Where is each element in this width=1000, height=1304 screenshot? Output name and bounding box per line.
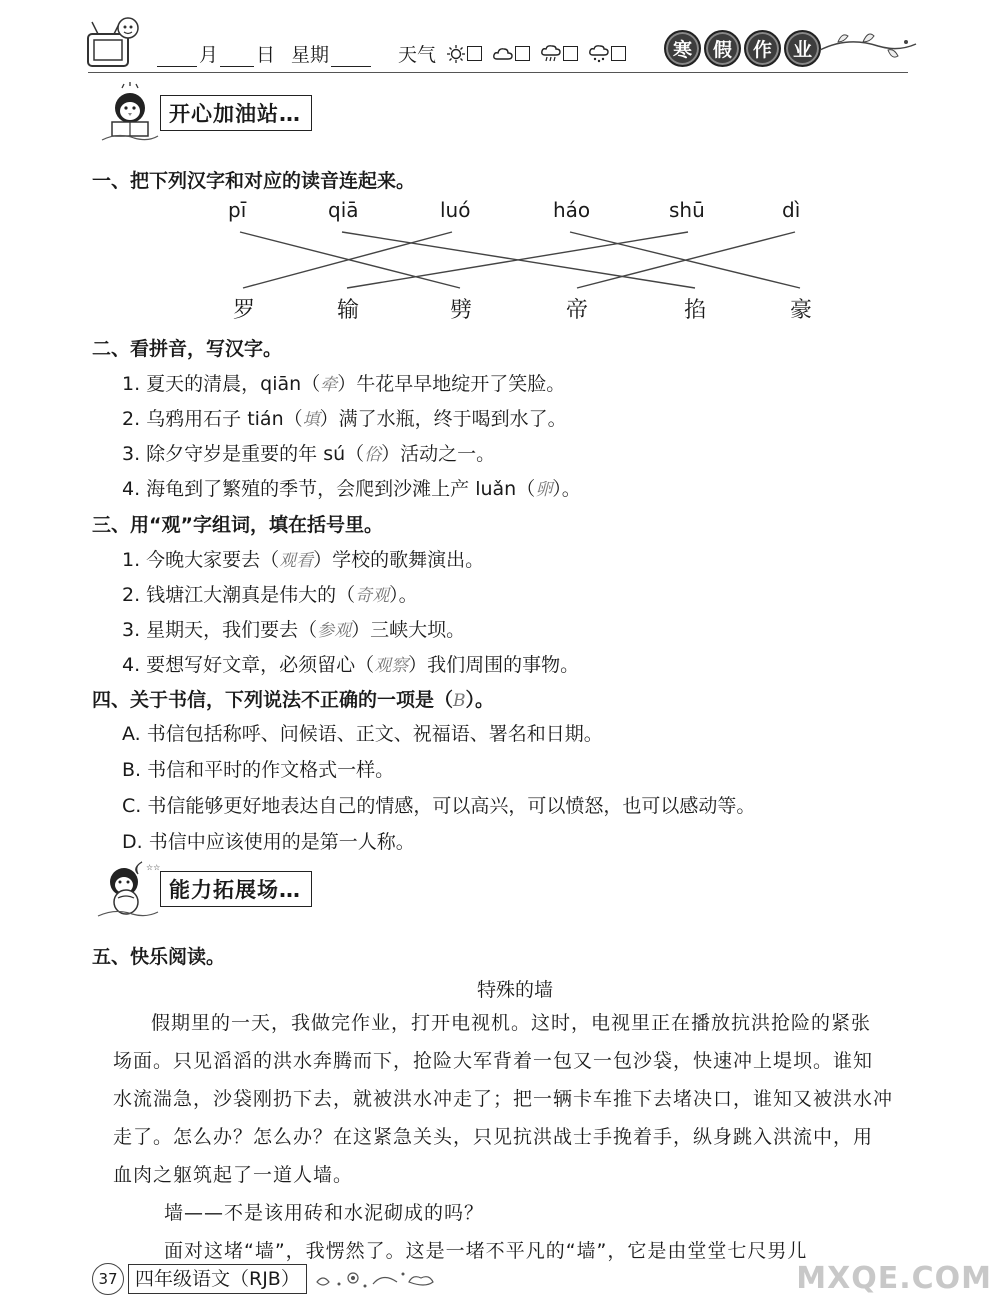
pinyin-5: shū: [669, 198, 705, 222]
story-line-6: 墙——不是该用砖和水泥砌成的吗？: [164, 1202, 485, 1224]
answer[interactable]: 牵: [320, 375, 338, 395]
story-line-1: 假期里的一天，我做完作业，打开电视机。这时，电视里正在播放抗洪抢险的紧张: [151, 1012, 872, 1034]
page-footer: [92, 1263, 443, 1295]
answer[interactable]: 观察: [374, 656, 409, 676]
story-line-2: 场面。只见滔滔的洪水奔腾而下，抢险大军背着一包又一包沙袋，快速冲上堤坝。谁知: [113, 1050, 874, 1072]
svg-text:☆☆: ☆☆: [146, 863, 160, 872]
sun-icon: [446, 44, 466, 64]
cloud-checkbox[interactable]: [515, 46, 530, 61]
q3-item-3: 3. 星期天，我们要去（参观）三峡大坝。: [122, 619, 466, 641]
hanzi-3: 劈: [450, 298, 473, 323]
watermark: MXQE.COM: [796, 1261, 992, 1296]
book-title: 四年级语文（RJB）: [128, 1264, 307, 1294]
badge-char: 假: [704, 30, 741, 67]
badge-char: 寒: [664, 30, 701, 67]
pinyin-2: qiā: [328, 198, 359, 222]
answer[interactable]: 俗: [364, 445, 382, 465]
cloud-icon: [492, 45, 514, 63]
hanzi-5: 掐: [684, 298, 707, 323]
weekday-blank[interactable]: [331, 46, 371, 67]
answer[interactable]: 奇观: [355, 586, 390, 606]
section-banner-2: [96, 858, 312, 920]
day-label: 日: [256, 44, 276, 66]
story-line-7: 面对这堵“墙”，我愣然了。这是一堵不平凡的“墙”，它是由堂堂七尺男儿: [164, 1240, 808, 1262]
q5-title: 五、快乐阅读。: [92, 946, 226, 968]
rain-icon: [540, 44, 562, 64]
answer[interactable]: 卵: [535, 480, 553, 500]
sun-checkbox[interactable]: [467, 46, 482, 61]
q1-title: 一、把下列汉字和对应的读音连起来。: [92, 170, 416, 192]
weekday-label: 星期: [291, 44, 330, 66]
pinyin-1: pī: [228, 198, 247, 222]
story-line-4: 走了。怎么办？怎么办？在这紧急关头，只见抗洪战士手挽着手，纵身跳入洪流中，用: [113, 1126, 874, 1148]
matching-lines: [0, 220, 1000, 300]
page-number: 37: [92, 1263, 124, 1295]
weather-label: 天气: [398, 44, 437, 66]
story-line-5: 血肉之躯筑起了一道人墙。: [113, 1164, 354, 1186]
day-blank[interactable]: [220, 46, 254, 67]
q4-option-b: B. 书信和平时的作文格式一样。: [122, 759, 395, 781]
section-title-1: 开心加油站…: [160, 95, 312, 131]
hanzi-1: 罗: [233, 298, 256, 323]
answer[interactable]: 填: [302, 410, 320, 430]
q2-item-2: 2. 乌鸦用石子 tián（填）满了水瓶，终于喝到水了。: [122, 408, 567, 430]
rain-checkbox[interactable]: [563, 46, 578, 61]
penguin-moon-icon: [96, 858, 160, 920]
header-rule: [88, 72, 908, 73]
q4-option-d: D. 书信中应该使用的是第一人称。: [122, 831, 415, 853]
pinyin-6: dì: [782, 198, 801, 222]
month-label: 月: [199, 44, 219, 66]
winter-homework-badge: [664, 30, 821, 67]
penguin-reading-icon: [98, 82, 160, 144]
q4-option-c: C. 书信能够更好地表达自己的情感，可以高兴，可以愤怒，也可以感动等。: [122, 795, 756, 817]
q3-title: 三、用“观”字组词，填在括号里。: [92, 514, 383, 536]
match-line: [577, 232, 795, 288]
q2-item-3: 3. 除夕守岁是重要的年 sú（俗）活动之一。: [122, 443, 496, 465]
date-fields: [155, 40, 373, 67]
flower-decoration-icon: [313, 1264, 443, 1294]
section-banner-1: [98, 82, 312, 144]
q3-item-4: 4. 要想写好文章，必须留心（观察）我们周围的事物。: [122, 654, 580, 676]
weather-options: [398, 40, 626, 67]
story-line-3: 水流湍急，沙袋刚扔下去，就被洪水冲走了；把一辆卡车推下去堵决口，谁知又被洪水冲: [113, 1088, 894, 1110]
badge-char: 作: [744, 30, 781, 67]
pinyin-4: háo: [553, 198, 591, 222]
q3-item-2: 2. 钱塘江大潮真是伟大的（奇观）。: [122, 584, 418, 606]
answer[interactable]: 参观: [317, 621, 352, 641]
story-title: 特殊的墙: [476, 979, 553, 1001]
q4-option-a: A. 书信包括称呼、问候语、正文、祝福语、署名和日期。: [122, 723, 603, 745]
hanzi-4: 帝: [566, 298, 589, 323]
month-blank[interactable]: [157, 46, 197, 67]
flower-branch-icon: [818, 28, 918, 72]
q3-item-1: 1. 今晚大家要去（观看）学校的歌舞演出。: [122, 549, 485, 571]
answer[interactable]: B: [453, 691, 466, 711]
q2-item-4: 4. 海龟到了繁殖的季节，会爬到沙滩上产 luǎn（卵）。: [122, 478, 581, 500]
section-title-2: 能力拓展场…: [160, 871, 312, 907]
q4-title: 四、关于书信，下列说法不正确的一项是（B）。: [92, 689, 495, 711]
tv-mascot-icon: [84, 12, 146, 78]
q2-item-1: 1. 夏天的清晨，qiān（牵）牛花早早地绽开了笑脸。: [122, 373, 566, 395]
q2-title: 二、看拼音，写汉字。: [92, 338, 283, 360]
hanzi-2: 输: [337, 298, 360, 323]
badge-char: 业: [784, 30, 821, 67]
snow-icon: [588, 44, 610, 64]
hanzi-6: 豪: [790, 298, 813, 323]
pinyin-3: luó: [440, 198, 471, 222]
answer[interactable]: 观看: [279, 551, 314, 571]
snow-checkbox[interactable]: [611, 46, 626, 61]
